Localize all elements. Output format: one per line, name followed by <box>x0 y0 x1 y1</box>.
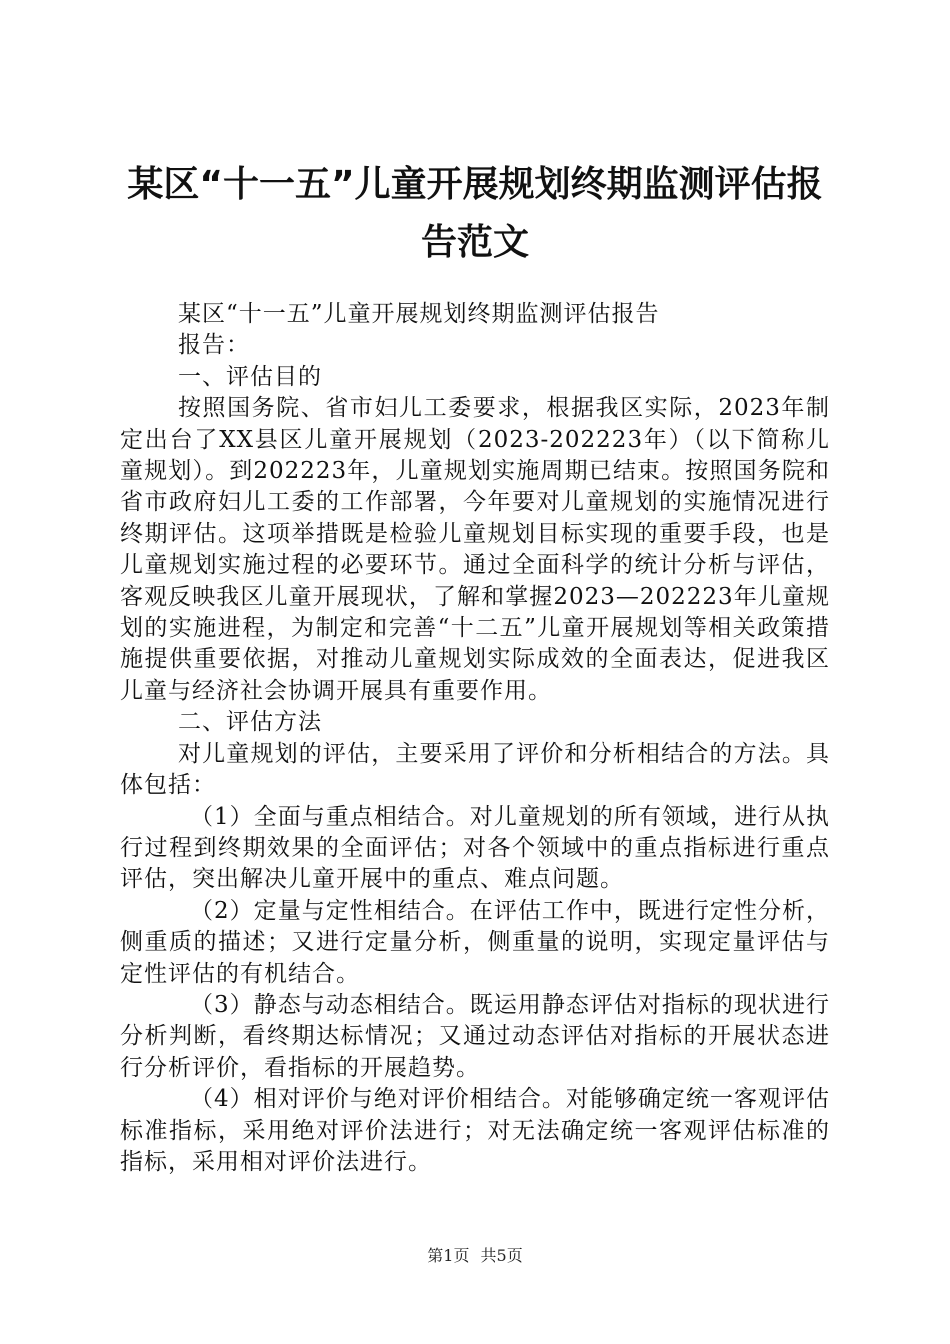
document-subtitle: 某区“十一五”儿童开展规划终期监测评估报告 <box>178 301 660 327</box>
page-number: 第1页 <box>427 1246 470 1265</box>
method-item-3: （3）静态与动态相结合。既运用静态评估对指标的现状进行分析判断，看终期达标情况；又通过动态评估对指标的开展状态进行分析评价，看指标的开展趋势。 <box>120 991 830 1081</box>
page-total: 共5页 <box>480 1246 523 1265</box>
page-footer <box>0 1247 950 1265</box>
document-title-line-2: 告范文 <box>420 222 529 263</box>
method-item-2: （2）定量与定性相结合。在评估工作中，既进行定性分析，侧重质的描述；又进行定量分析，侧重量的说明，实现定量评估与定性评估的有机结合。 <box>120 897 830 987</box>
section-1-paragraph: 按照国务院、省市妇儿工委要求，根据我区实际，2023年制定出台了XX县区儿童开展规划（2023-202223年）（以下简称儿童规划）。到202223年，儿童规划实施周期已结束。按照国务院和省市政府妇儿工委的工作部署，今年要对儿童规划的实施情况进行终期评估。这项举措既是检验儿童规划目标实现的重要手段，也是儿童规划实施过程的必要环节。通过全面科学的统计分析与评估，客观反映我区儿童开展现状，了解和掌握2023—202223年儿童规划的实施进程，为制定和完善“十二五”儿童开展规划等相关政策措施提供重要依据，对推动儿童规划实际成效的全面表达，促进我区儿童与经济社会协调开展具有重要作用。 <box>120 395 830 704</box>
report-label: 报告： <box>178 332 250 359</box>
section-2-intro: 对儿童规划的评估，主要采用了评价和分析相结合的方法。具体包括： <box>120 740 830 799</box>
document-body <box>120 299 830 1178</box>
section-1-heading: 一、评估目的 <box>178 363 322 390</box>
method-item-1: （1）全面与重点相结合。对儿童规划的所有领域，进行从执行过程到终期效果的全面评估；对各个领域中的重点指标进行重点评估，突出解决儿童开展中的重点、难点问题。 <box>120 803 830 893</box>
section-2-heading: 二、评估方法 <box>178 709 322 736</box>
method-item-4: （4）相对评价与绝对评价相结合。对能够确定统一客观评估标准指标，采用绝对评价法进行；对无法确定统一客观评估标准的指标，采用相对评价法进行。 <box>120 1086 830 1175</box>
document-title-line-1: 某区“十一五”儿童开展规划终期监测评估报 <box>127 164 823 205</box>
